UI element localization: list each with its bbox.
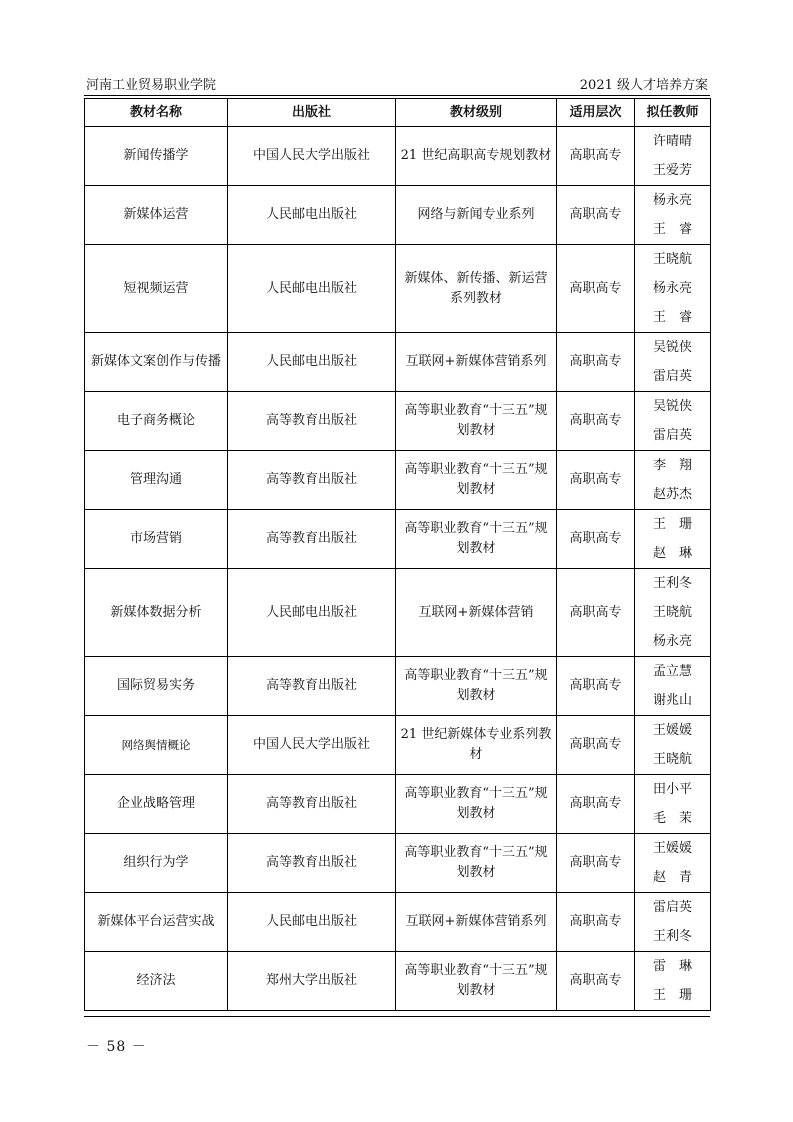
table-row: [85, 569, 711, 657]
teacher-name: 王媛媛: [652, 841, 692, 856]
teacher-name: 王晓航: [652, 752, 692, 767]
header-school-name: 河南工业贸易职业学院: [86, 78, 217, 93]
cell-level: 高等职业教育“十三五”规划教材: [396, 510, 557, 569]
table-row: [85, 716, 711, 775]
table-row: [85, 245, 711, 333]
header-doc-title: 2021 级人才培养方案: [579, 78, 708, 93]
table-body: [85, 127, 711, 1011]
teacher-name: 雷启英: [652, 428, 692, 443]
teacher-name: 毛 茉: [652, 811, 692, 826]
cell-publisher: 高等教育出版社: [228, 657, 396, 716]
cell-scope: 高职高专: [557, 186, 635, 245]
cell-level: 21 世纪高职高专规划教材: [396, 127, 557, 186]
teacher-name: 杨永亮: [652, 634, 692, 649]
teacher-name: 王媛媛: [652, 723, 692, 738]
cell-scope: 高职高专: [557, 392, 635, 451]
teacher-name: 谢兆山: [652, 693, 692, 708]
teacher-name: 赵苏杰: [652, 487, 692, 502]
cell-level: 21 世纪新媒体专业系列教材: [396, 716, 557, 775]
cell-publisher: 高等教育出版社: [228, 392, 396, 451]
cell-textbook-name: 新闻传播学: [85, 127, 228, 186]
cell-level: 网络与新闻专业系列: [396, 186, 557, 245]
table-row: [85, 893, 711, 952]
cell-teachers: [635, 186, 711, 245]
cell-textbook-name: 短视频运营: [85, 245, 228, 333]
cell-level: 高等职业教育“十三五”规划教材: [396, 451, 557, 510]
table-row: [85, 775, 711, 834]
cell-publisher: 高等教育出版社: [228, 775, 396, 834]
teacher-name: 王 睿: [652, 222, 692, 237]
teacher-name: 雷启英: [652, 900, 692, 915]
teacher-name: 雷启英: [652, 369, 692, 384]
cell-publisher: 人民邮电出版社: [228, 569, 396, 657]
table-row: [85, 952, 711, 1011]
cell-textbook-name: 国际贸易实务: [85, 657, 228, 716]
table-row: [85, 127, 711, 186]
page-header: [84, 76, 710, 96]
cell-teachers: [635, 392, 711, 451]
cell-level: 互联网+新媒体营销: [396, 569, 557, 657]
cell-publisher: 中国人民大学出版社: [228, 127, 396, 186]
cell-level: 高等职业教育“十三五”规划教材: [396, 392, 557, 451]
cell-textbook-name: 网络舆情概论: [85, 716, 228, 775]
cell-teachers: [635, 451, 711, 510]
cell-scope: 高职高专: [557, 952, 635, 1011]
teacher-name: 王利冬: [652, 576, 692, 591]
teacher-name: 雷 琳: [652, 959, 692, 974]
cell-publisher: 高等教育出版社: [228, 510, 396, 569]
cell-scope: 高职高专: [557, 245, 635, 333]
cell-scope: 高职高专: [557, 775, 635, 834]
table-row: [85, 451, 711, 510]
teacher-name: 田小平: [652, 782, 692, 797]
cell-publisher: 人民邮电出版社: [228, 186, 396, 245]
teacher-name: 许晴晴: [652, 134, 692, 149]
cell-teachers: [635, 775, 711, 834]
col-header-scope: 适用层次: [557, 99, 635, 127]
cell-scope: 高职高专: [557, 127, 635, 186]
cell-teachers: [635, 952, 711, 1011]
header-rule: [84, 95, 710, 96]
cell-scope: 高职高专: [557, 569, 635, 657]
cell-teachers: [635, 510, 711, 569]
cell-publisher: 人民邮电出版社: [228, 245, 396, 333]
teacher-name: 杨永亮: [652, 281, 692, 296]
cell-level: 高等职业教育“十三五”规划教材: [396, 834, 557, 893]
table-row: [85, 186, 711, 245]
table-row: [85, 657, 711, 716]
cell-textbook-name: 组织行为学: [85, 834, 228, 893]
cell-scope: 高职高专: [557, 333, 635, 392]
cell-teachers: [635, 569, 711, 657]
teacher-name: 王晓航: [652, 252, 692, 267]
cell-teachers: [635, 657, 711, 716]
col-header-name: 教材名称: [85, 99, 228, 127]
cell-level: 互联网+新媒体营销系列: [396, 893, 557, 952]
cell-level: 高等职业教育“十三五”规划教材: [396, 775, 557, 834]
teacher-name: 赵 青: [652, 870, 692, 885]
cell-level: 新媒体、新传播、新运营系列教材: [396, 245, 557, 333]
cell-textbook-name: 新媒体运营: [85, 186, 228, 245]
cell-level: 互联网+新媒体营销系列: [396, 333, 557, 392]
cell-textbook-name: 市场营销: [85, 510, 228, 569]
cell-publisher: 人民邮电出版社: [228, 333, 396, 392]
teacher-name: 赵 琳: [652, 546, 692, 561]
teacher-name: 王 珊: [652, 517, 692, 532]
cell-teachers: [635, 333, 711, 392]
cell-teachers: [635, 834, 711, 893]
cell-level: 高等职业教育“十三五”规划教材: [396, 952, 557, 1011]
cell-scope: 高职高专: [557, 893, 635, 952]
table-row: [85, 392, 711, 451]
teacher-name: 王 珊: [652, 988, 692, 1003]
teacher-name: 孟立慧: [652, 664, 692, 679]
cell-publisher: 中国人民大学出版社: [228, 716, 396, 775]
teacher-name: 王晓航: [652, 605, 692, 620]
table-row: [85, 834, 711, 893]
table-row: [85, 510, 711, 569]
table-row: [85, 333, 711, 392]
page-number: － 58 －: [86, 1039, 147, 1055]
cell-scope: 高职高专: [557, 834, 635, 893]
footer-rule: [84, 1016, 710, 1017]
cell-publisher: 郑州大学出版社: [228, 952, 396, 1011]
cell-textbook-name: 电子商务概论: [85, 392, 228, 451]
cell-scope: 高职高专: [557, 451, 635, 510]
cell-publisher: 人民邮电出版社: [228, 893, 396, 952]
cell-scope: 高职高专: [557, 657, 635, 716]
cell-teachers: [635, 893, 711, 952]
cell-textbook-name: 新媒体平台运营实战: [85, 893, 228, 952]
cell-teachers: [635, 127, 711, 186]
teacher-name: 吴锐侠: [652, 399, 692, 414]
cell-textbook-name: 经济法: [85, 952, 228, 1011]
teacher-name: 杨永亮: [652, 193, 692, 208]
teacher-name: 王利冬: [652, 929, 692, 944]
cell-scope: 高职高专: [557, 716, 635, 775]
cell-level: 高等职业教育“十三五”规划教材: [396, 657, 557, 716]
cell-textbook-name: 管理沟通: [85, 451, 228, 510]
textbook-table: [84, 98, 711, 1011]
cell-textbook-name: 企业战略管理: [85, 775, 228, 834]
cell-publisher: 高等教育出版社: [228, 834, 396, 893]
col-header-level: 教材级别: [396, 99, 557, 127]
col-header-publisher: 出版社: [228, 99, 396, 127]
cell-scope: 高职高专: [557, 510, 635, 569]
cell-textbook-name: 新媒体数据分析: [85, 569, 228, 657]
cell-teachers: [635, 716, 711, 775]
col-header-teachers: 拟任教师: [635, 99, 711, 127]
cell-teachers: [635, 245, 711, 333]
teacher-name: 李 翔: [652, 458, 692, 473]
teacher-name: 王爱芳: [652, 163, 692, 178]
teacher-name: 王 睿: [652, 310, 692, 325]
cell-publisher: 高等教育出版社: [228, 451, 396, 510]
cell-textbook-name: 新媒体文案创作与传播: [85, 333, 228, 392]
table-header-row: [85, 99, 711, 127]
teacher-name: 吴锐侠: [652, 340, 692, 355]
